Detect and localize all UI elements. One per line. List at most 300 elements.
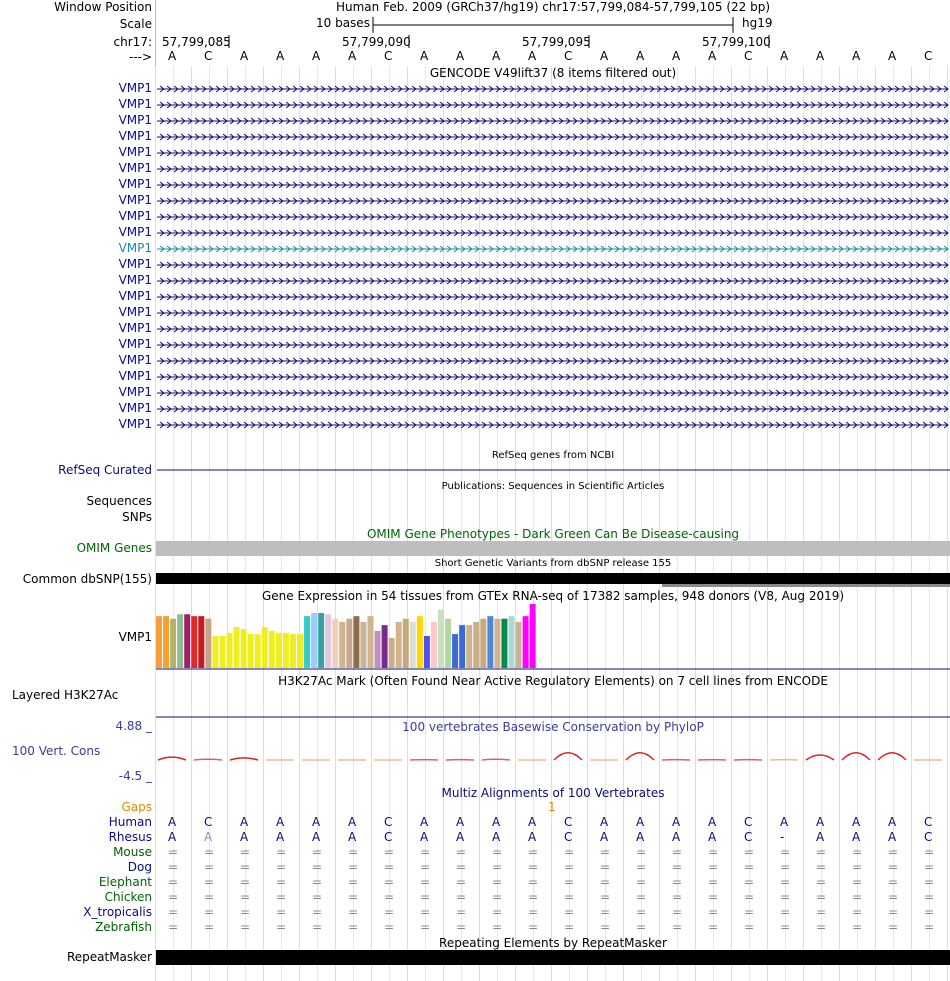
window-position-label: Window Position: [54, 0, 152, 14]
cons-score-mark: [878, 753, 906, 760]
gtex-tissue-bar: [473, 622, 479, 668]
gtex-tissue-bar: [424, 636, 430, 668]
gtex-tissue-bar: [170, 619, 176, 668]
alignment-base: =: [276, 860, 287, 874]
gtex-tissue-bar: [480, 619, 486, 668]
base-letter: A: [816, 49, 825, 63]
h3k27ac-title[interactable]: H3K27Ac Mark (Often Found Near Active Regulatory Elements) on 7 cell lines from ENCODE: [278, 674, 828, 688]
alignment-base: =: [348, 890, 359, 904]
alignment-base: =: [240, 875, 251, 889]
alignment-base: =: [852, 905, 863, 919]
alignment-base: =: [456, 890, 467, 904]
alignment-base: =: [744, 845, 755, 859]
alignment-base: =: [744, 890, 755, 904]
alignment-base: =: [204, 920, 215, 934]
cons-score-mark: [554, 753, 582, 760]
alignment-base: C: [204, 815, 213, 829]
gtex-tissue-bar: [509, 616, 515, 668]
alignment-base: A: [312, 830, 321, 844]
alignment-base: A: [528, 815, 537, 829]
snps-label[interactable]: SNPs: [122, 510, 152, 524]
alignment-base: =: [204, 860, 215, 874]
alignment-base: =: [456, 920, 467, 934]
cons-score-mark: [806, 755, 834, 760]
alignment-base: A: [168, 815, 177, 829]
alignment-base: =: [816, 860, 827, 874]
alignment-base: =: [528, 890, 539, 904]
alignment-base: A: [672, 815, 681, 829]
alignment-base: A: [348, 815, 357, 829]
omim-title[interactable]: OMIM Gene Phenotypes - Dark Green Can Be Disease-causing: [366, 527, 740, 541]
alignment-base: =: [636, 905, 647, 919]
gtex-tissue-bar: [417, 616, 423, 668]
alignment-base: =: [492, 905, 503, 919]
alignment-base: A: [204, 830, 213, 844]
alignment-base: =: [348, 860, 359, 874]
gencode-gene-label[interactable]: VMP1: [118, 401, 152, 415]
gtex-tissue-bar: [262, 627, 268, 668]
omim-feature-bar[interactable]: [156, 541, 950, 556]
base-letter: A: [528, 49, 537, 63]
gencode-gene-label[interactable]: VMP1: [118, 129, 152, 143]
alignment-base: =: [888, 905, 899, 919]
gtex-tissue-bar: [459, 625, 465, 668]
alignment-base: =: [888, 920, 899, 934]
alignment-base: =: [924, 920, 935, 934]
gtex-tissue-bar: [346, 619, 352, 668]
alignment-base: =: [204, 905, 215, 919]
alignment-base: =: [708, 845, 719, 859]
cons-score-mark: [842, 753, 870, 760]
gencode-gene-label[interactable]: VMP1: [118, 369, 152, 383]
alignment-base: =: [348, 905, 359, 919]
gtex-tissue-bar: [198, 616, 204, 668]
alignment-base: =: [384, 920, 395, 934]
alignment-base: =: [672, 890, 683, 904]
alignment-base: A: [852, 830, 861, 844]
base-letter: A: [420, 49, 429, 63]
alignment-base: =: [456, 860, 467, 874]
base-letter: A: [240, 49, 249, 63]
cons-max: 4.88 _: [115, 719, 152, 733]
alignment-base: =: [348, 875, 359, 889]
alignment-base: =: [456, 905, 467, 919]
alignment-base: A: [888, 815, 897, 829]
alignment-base: =: [204, 845, 215, 859]
alignment-base: =: [240, 890, 251, 904]
alignment-base: =: [384, 890, 395, 904]
species-label[interactable]: Elephant: [98, 875, 152, 889]
alignment-base: =: [636, 920, 647, 934]
alignment-base: =: [744, 905, 755, 919]
gtex-tissue-bar: [304, 616, 310, 668]
alignment-base: =: [564, 920, 575, 934]
alignment-base: =: [564, 890, 575, 904]
gencode-gene-label[interactable]: VMP1: [118, 193, 152, 207]
gtex-tissue-bar: [219, 636, 225, 668]
gtex-tissue-bar: [318, 613, 324, 668]
alignment-base: A: [456, 815, 465, 829]
repeatmasker-feature-bar[interactable]: [156, 950, 950, 965]
sequences-label[interactable]: Sequences: [86, 494, 152, 508]
alignment-base: =: [420, 905, 431, 919]
alignment-base: =: [240, 845, 251, 859]
alignment-base: =: [816, 845, 827, 859]
gtex-tissue-bar: [311, 613, 317, 668]
coord-2: 57,799,090: [342, 35, 411, 49]
alignment-base: =: [204, 875, 215, 889]
gtex-tissue-bar: [205, 619, 211, 668]
alignment-base: =: [312, 920, 323, 934]
scale-label: Scale: [119, 17, 152, 31]
omim-label[interactable]: OMIM Genes: [76, 541, 152, 555]
alignment-base: =: [816, 890, 827, 904]
cons-label[interactable]: 100 Vert. Cons: [12, 744, 101, 758]
alignment-base: A: [276, 830, 285, 844]
gtex-tissue-bar: [276, 633, 282, 668]
repeatmasker-title[interactable]: Repeating Elements by RepeatMasker: [439, 936, 667, 950]
refseq-label[interactable]: RefSeq Curated: [58, 463, 152, 477]
alignment-base: A: [672, 830, 681, 844]
alignment-base: =: [744, 875, 755, 889]
alignment-base: =: [312, 890, 323, 904]
alignment-base: =: [780, 860, 791, 874]
dbsnp-title[interactable]: Short Genetic Variants from dbSNP release 155: [434, 558, 672, 569]
alignment-base: =: [384, 905, 395, 919]
dbsnp-label[interactable]: Common dbSNP(155): [22, 572, 152, 586]
gtex-tissue-bar: [487, 616, 493, 668]
alignment-base: =: [600, 920, 611, 934]
cons-score-mark: [230, 758, 258, 760]
base-letter: A: [492, 49, 501, 63]
gtex-tissue-bar: [368, 616, 374, 668]
repeatmasker-label[interactable]: RepeatMasker: [66, 950, 152, 964]
alignment-base: A: [276, 815, 285, 829]
alignment-base: =: [924, 905, 935, 919]
alignment-base: =: [276, 845, 287, 859]
alignment-base: =: [780, 845, 791, 859]
alignment-base: =: [672, 920, 683, 934]
alignment-base: =: [888, 845, 899, 859]
gencode-gene-label[interactable]: VMP1: [118, 161, 152, 175]
alignment-base: =: [816, 920, 827, 934]
gtex-tissue-bar: [494, 619, 500, 668]
gencode-gene-label[interactable]: VMP1: [118, 353, 152, 367]
base-letter: C: [384, 49, 393, 63]
alignment-base: =: [492, 890, 503, 904]
base-letter: A: [312, 49, 321, 63]
gencode-gene-label[interactable]: VMP1: [118, 385, 152, 399]
gtex-tissue-bar: [360, 622, 366, 668]
gtex-tissue-bar: [163, 616, 169, 668]
alignment-base: =: [168, 890, 179, 904]
gtex-tissue-bar: [353, 616, 359, 668]
gtex-tissue-bar: [255, 634, 261, 668]
alignment-base: =: [384, 860, 395, 874]
species-label[interactable]: X_tropicalis: [83, 905, 152, 919]
base-letter: C: [564, 49, 573, 63]
alignment-base: =: [564, 860, 575, 874]
gencode-gene-label[interactable]: VMP1: [118, 305, 152, 319]
base-letter: A: [636, 49, 645, 63]
alignment-base: =: [528, 905, 539, 919]
species-label[interactable]: Dog: [127, 860, 152, 874]
alignment-base: =: [420, 845, 431, 859]
alignment-base: =: [492, 845, 503, 859]
gencode-gene-label[interactable]: VMP1: [118, 241, 152, 255]
alignment-base: =: [420, 875, 431, 889]
alignment-base: A: [780, 815, 789, 829]
gtex-tissue-bar: [332, 619, 338, 668]
alignment-base: =: [672, 875, 683, 889]
scale-text: 10 bases: [316, 16, 370, 30]
alignment-base: A: [312, 815, 321, 829]
refseq-title[interactable]: RefSeq genes from NCBI: [491, 450, 615, 461]
alignment-base: =: [492, 860, 503, 874]
alignment-base: A: [168, 830, 177, 844]
alignment-base: =: [240, 905, 251, 919]
alignment-base: C: [564, 830, 573, 844]
species-label[interactable]: Mouse: [113, 845, 152, 859]
chrom-label: chr17:: [113, 35, 152, 49]
alignment-base: A: [600, 815, 609, 829]
base-letter: C: [924, 49, 933, 63]
alignment-base: =: [888, 890, 899, 904]
alignment-base: =: [456, 875, 467, 889]
alignment-base: =: [708, 905, 719, 919]
strand-arrow-label: --->: [128, 50, 152, 64]
alignment-base: =: [312, 875, 323, 889]
alignment-base: =: [852, 875, 863, 889]
alignment-base: =: [600, 905, 611, 919]
gencode-gene-label[interactable]: VMP1: [118, 177, 152, 191]
alignment-base: =: [240, 860, 251, 874]
coord-4: 57,799,100: [702, 35, 771, 49]
base-letter: A: [600, 49, 609, 63]
alignment-base: A: [420, 815, 429, 829]
gencode-gene-label[interactable]: VMP1: [118, 209, 152, 223]
species-label[interactable]: Rhesus: [108, 830, 152, 844]
alignment-base: A: [888, 830, 897, 844]
alignment-base: =: [528, 860, 539, 874]
gencode-gene-label[interactable]: VMP1: [118, 337, 152, 351]
alignment-base: C: [924, 815, 933, 829]
alignment-base: =: [168, 905, 179, 919]
alignment-base: C: [384, 815, 393, 829]
alignment-base: =: [780, 905, 791, 919]
gtex-title[interactable]: Gene Expression in 54 tissues from GTEx RNA-seq of 17382 samples, 948 donors (V8, Aug 2019): [261, 589, 845, 603]
cons-title[interactable]: 100 vertebrates Basewise Conservation by PhyloP: [402, 720, 704, 734]
alignment-base: =: [276, 920, 287, 934]
gencode-gene-label[interactable]: VMP1: [118, 113, 152, 127]
gtex-tissue-bar: [269, 631, 275, 668]
gencode-gene-label[interactable]: VMP1: [118, 289, 152, 303]
alignment-base: A: [240, 815, 249, 829]
alignment-base: A: [708, 830, 717, 844]
dbsnp-feature-bar[interactable]: [156, 573, 950, 584]
base-letter: A: [852, 49, 861, 63]
base-letter: A: [708, 49, 717, 63]
gtex-tissue-bar: [156, 616, 162, 668]
gtex-tissue-bar: [438, 610, 444, 668]
gtex-tissue-bar: [431, 622, 437, 668]
alignment-base: A: [492, 815, 501, 829]
alignment-base: A: [240, 830, 249, 844]
gaps-label[interactable]: Gaps: [121, 800, 152, 814]
base-letter: C: [204, 49, 213, 63]
alignment-base: A: [456, 830, 465, 844]
base-letter: A: [780, 49, 789, 63]
alignment-base: =: [168, 860, 179, 874]
base-letter: A: [456, 49, 465, 63]
alignment-base: =: [888, 860, 899, 874]
alignment-base: =: [600, 875, 611, 889]
alignment-base: A: [600, 830, 609, 844]
alignment-base: =: [384, 845, 395, 859]
alignment-base: A: [816, 815, 825, 829]
cons-score-mark: [626, 753, 654, 760]
base-letter: C: [744, 49, 753, 63]
gtex-tissue-bar: [191, 616, 197, 668]
alignment-base: =: [888, 875, 899, 889]
alignment-base: =: [384, 875, 395, 889]
alignment-base: =: [852, 845, 863, 859]
alignment-base: =: [744, 860, 755, 874]
alignment-base: =: [528, 845, 539, 859]
alignment-base: =: [780, 890, 791, 904]
alignment-base: =: [312, 860, 323, 874]
gencode-gene-label[interactable]: VMP1: [118, 97, 152, 111]
base-letter: A: [276, 49, 285, 63]
alignment-base: =: [168, 845, 179, 859]
alignment-base: =: [600, 845, 611, 859]
alignment-base: C: [384, 830, 393, 844]
alignment-base: =: [636, 845, 647, 859]
gtex-tissue-bar: [466, 625, 472, 668]
gencode-gene-label[interactable]: VMP1: [118, 273, 152, 287]
gtex-label[interactable]: VMP1: [118, 630, 152, 644]
cons-score-mark: [482, 759, 510, 760]
alignment-base: A: [816, 830, 825, 844]
alignment-base: =: [600, 890, 611, 904]
assembly-label: hg19: [742, 16, 773, 30]
alignment-base: =: [276, 875, 287, 889]
multiz-title[interactable]: Multiz Alignments of 100 Vertebrates: [441, 786, 665, 800]
gtex-tissue-bar: [177, 614, 183, 668]
gtex-tissue-bar: [403, 619, 409, 668]
gtex-tissue-bar: [452, 634, 458, 668]
publications-title[interactable]: Publications: Sequences in Scientific Articles: [441, 481, 665, 492]
alignment-base: =: [636, 875, 647, 889]
alignment-base: =: [600, 860, 611, 874]
alignment-base: =: [744, 920, 755, 934]
alignment-base: =: [852, 920, 863, 934]
gtex-tissue-bar: [184, 614, 190, 668]
gencode-gene-label[interactable]: VMP1: [118, 417, 152, 431]
alignment-base: A: [348, 830, 357, 844]
gtex-tissue-bar: [212, 636, 218, 668]
alignment-base: =: [708, 860, 719, 874]
h3k27ac-label[interactable]: Layered H3K27Ac: [12, 688, 119, 702]
alignment-base: =: [852, 890, 863, 904]
alignment-base: =: [564, 905, 575, 919]
gtex-tissue-bar: [283, 633, 289, 668]
gtex-tissue-bar: [241, 629, 247, 668]
species-label[interactable]: Chicken: [104, 890, 152, 904]
gtex-tissue-bar: [389, 638, 395, 668]
alignment-base: =: [168, 875, 179, 889]
alignment-base: =: [708, 875, 719, 889]
alignment-base: =: [708, 890, 719, 904]
alignment-base: =: [636, 860, 647, 874]
alignment-base: =: [852, 860, 863, 874]
gencode-gene-label[interactable]: VMP1: [118, 321, 152, 335]
alignment-base: =: [456, 845, 467, 859]
alignment-base: A: [492, 830, 501, 844]
alignment-base: =: [636, 890, 647, 904]
alignment-base: =: [924, 860, 935, 874]
gencode-gene-label[interactable]: VMP1: [118, 225, 152, 239]
gtex-tissue-bar: [530, 604, 536, 668]
gtex-tissue-bar: [516, 622, 522, 668]
species-label[interactable]: Zebrafish: [95, 920, 152, 934]
alignment-base: =: [708, 920, 719, 934]
alignment-base: =: [348, 920, 359, 934]
gencode-gene-label[interactable]: VMP1: [118, 145, 152, 159]
alignment-base: =: [564, 845, 575, 859]
gtex-tissue-bar: [445, 619, 451, 668]
alignment-base: A: [708, 815, 717, 829]
alignment-base: =: [420, 890, 431, 904]
alignment-base: =: [924, 890, 935, 904]
alignment-base: =: [312, 905, 323, 919]
alignment-base: A: [852, 815, 861, 829]
alignment-base: -: [780, 830, 785, 844]
alignment-base: =: [924, 845, 935, 859]
alignment-base: A: [528, 830, 537, 844]
alignment-base: =: [564, 875, 575, 889]
alignment-base: A: [420, 830, 429, 844]
coord-3: 57,799,095: [522, 35, 591, 49]
base-letter: A: [168, 49, 177, 63]
base-letter: A: [888, 49, 897, 63]
gtex-tissue-bar: [375, 631, 381, 668]
species-label[interactable]: Human: [108, 815, 152, 829]
alignment-base: =: [348, 845, 359, 859]
gtex-tissue-bar: [227, 633, 233, 668]
gtex-tissue-bar: [234, 627, 240, 668]
cons-min: -4.5 _: [118, 769, 152, 783]
alignment-base: =: [672, 860, 683, 874]
alignment-base: =: [492, 875, 503, 889]
alignment-base: =: [420, 860, 431, 874]
alignment-base: A: [636, 815, 645, 829]
alignment-base: =: [816, 875, 827, 889]
alignment-base: =: [672, 845, 683, 859]
gencode-title[interactable]: GENCODE V49lift37 (8 items filtered out): [429, 66, 677, 80]
alignment-base: =: [924, 875, 935, 889]
dbsnp-underline: [662, 584, 950, 587]
gencode-gene-label[interactable]: VMP1: [118, 257, 152, 271]
gtex-tissue-bar: [523, 616, 529, 668]
alignment-base: C: [564, 815, 573, 829]
alignment-base: =: [420, 920, 431, 934]
gtex-tissue-bar: [248, 634, 254, 668]
gtex-tissue-bar: [410, 622, 416, 668]
gtex-tissue-bar: [382, 625, 388, 668]
gencode-gene-label[interactable]: VMP1: [118, 81, 152, 95]
gtex-tissue-bar: [325, 614, 331, 668]
